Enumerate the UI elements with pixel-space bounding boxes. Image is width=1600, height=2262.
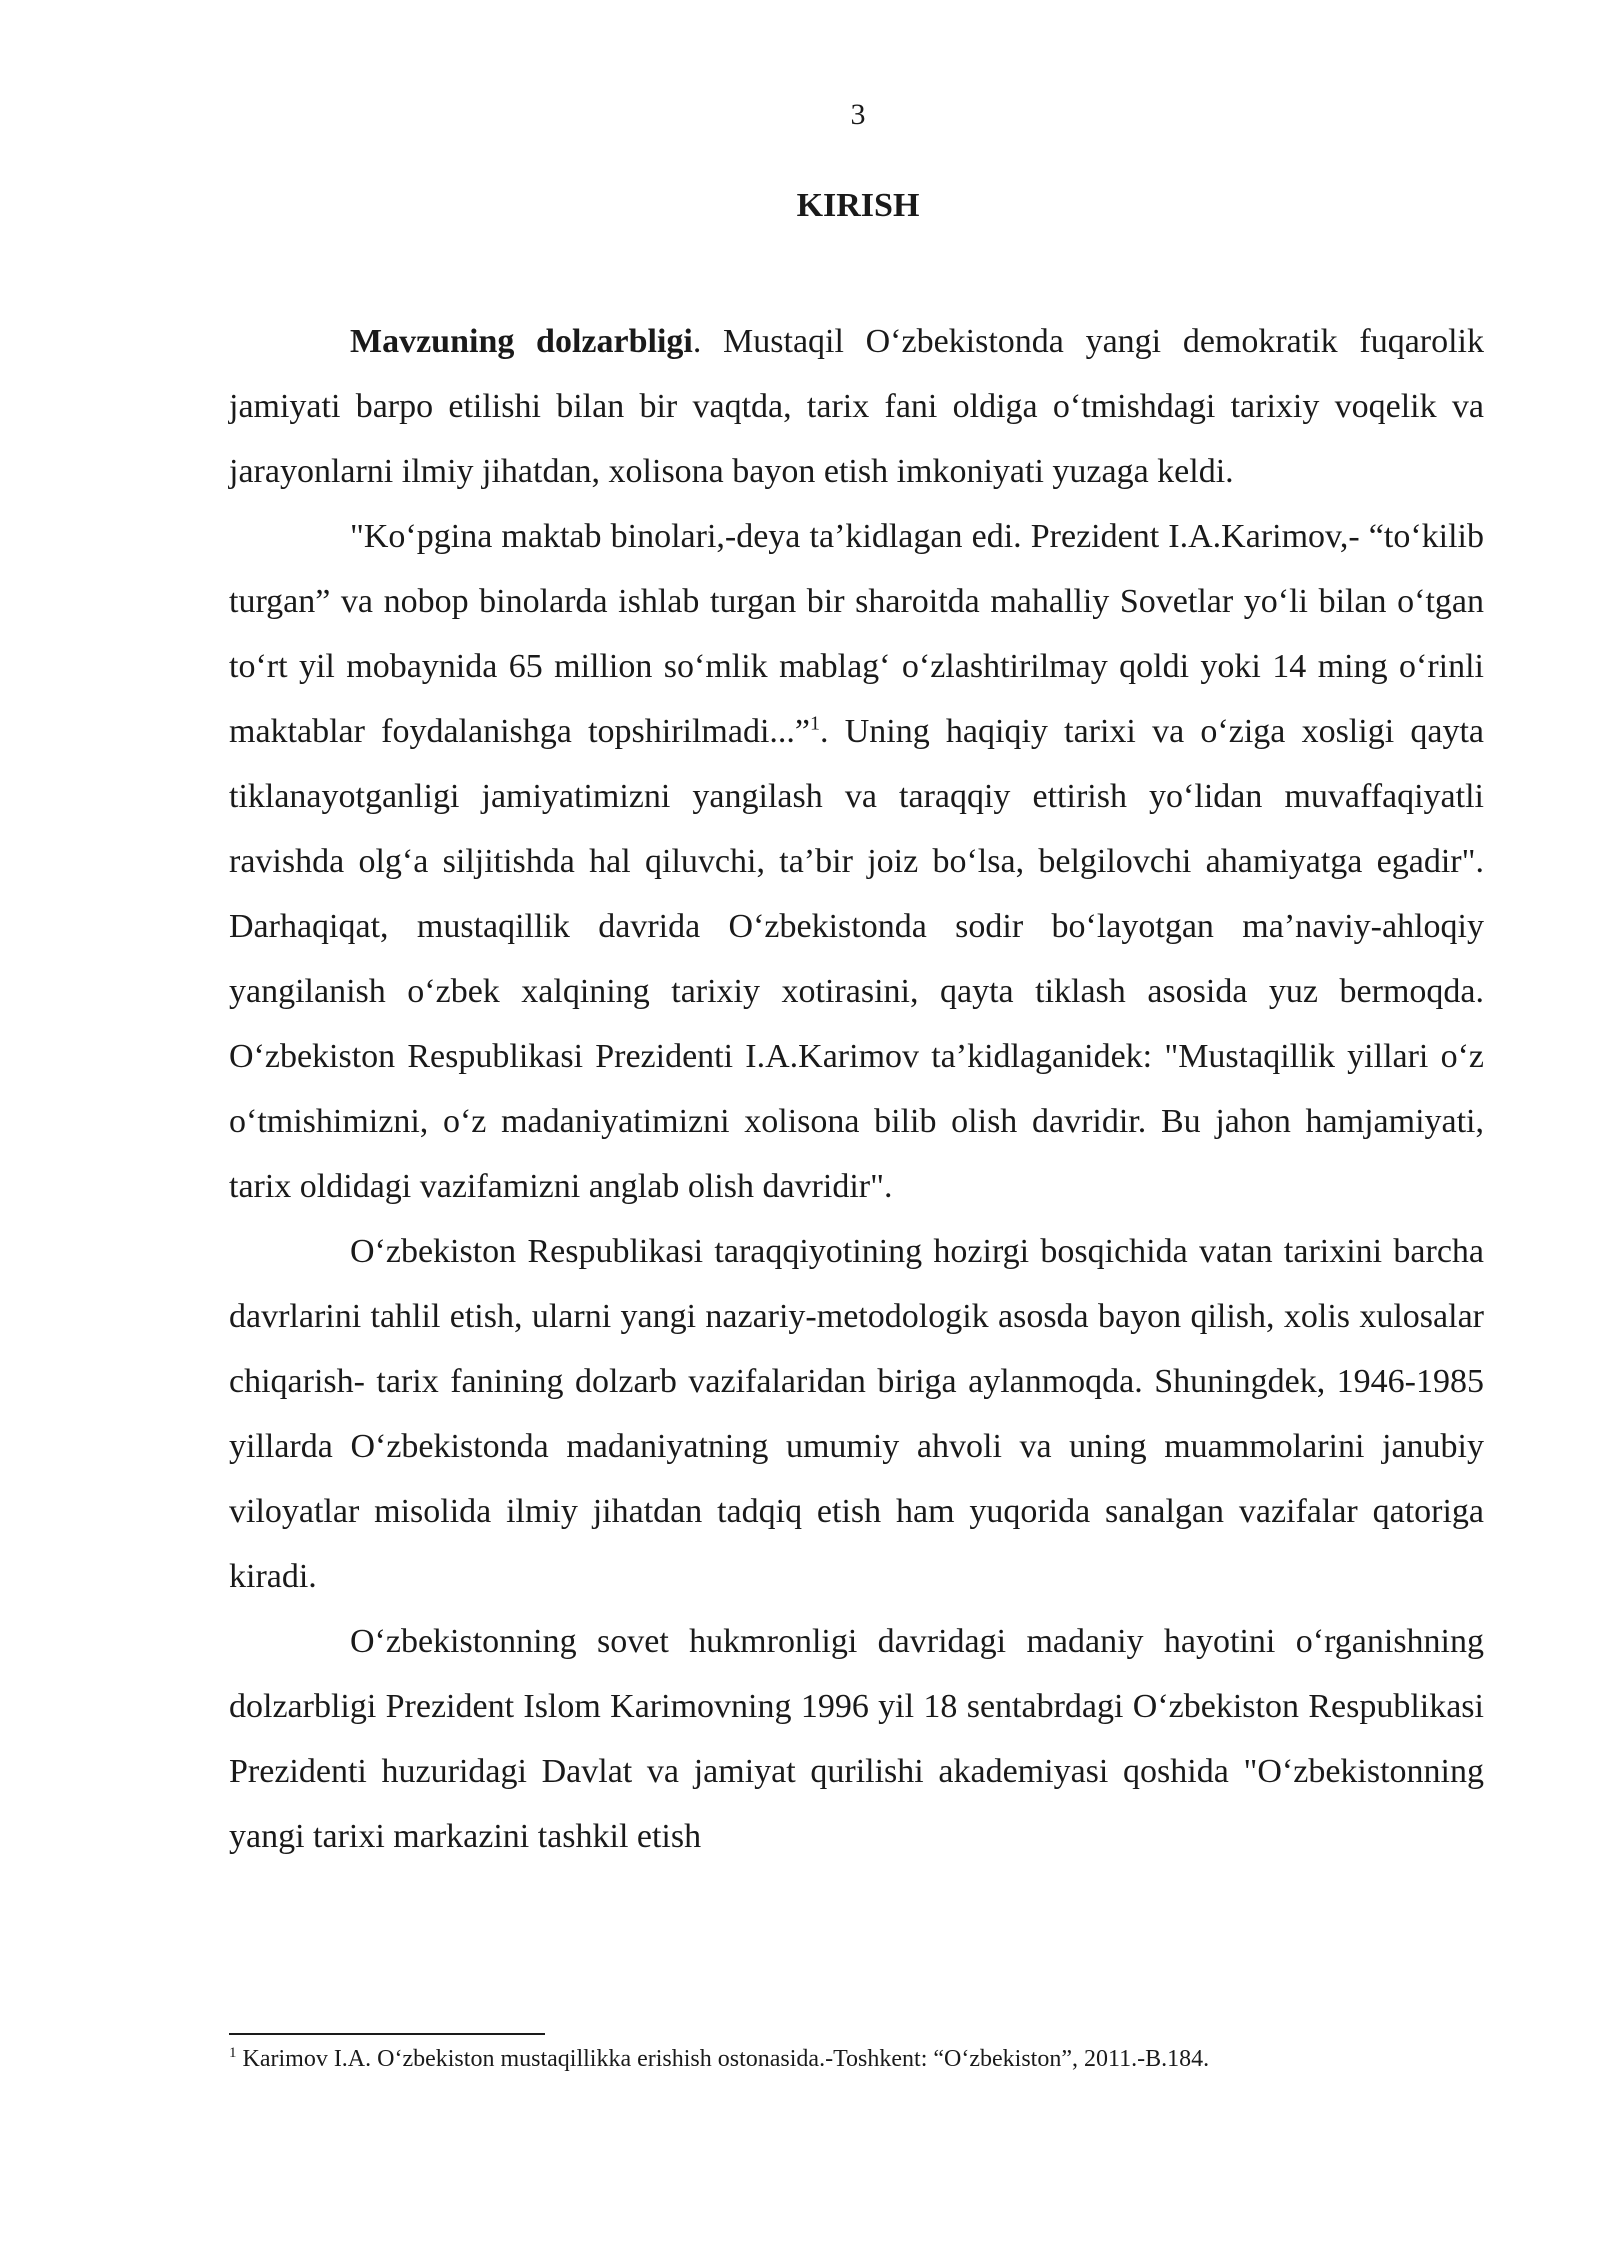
paragraph-lead-bold: Mavzuning dolzarbligi: [350, 323, 693, 360]
paragraph-2-text-after-ref: . Uning haqiqiy tarixi va o‘ziga xosligi qayta tiklanayotganligi jamiyatimizni yangilash va taraqqiy ettirish yo‘lidan muvaffaqiyatli ravishda olg‘a siljitishda hal qiluvchi, ta’bir joiz bo‘lsa, belgilovchi ahamiyatga egadir". Darhaqiqat, mustaqillik davrida O‘zbekistonda sodir bo‘layotgan ma’naviy-ahloqiy yangilanish o‘zbek xalqining tarixiy xotirasini, qayta tiklash asosida yuz bermoqda. O‘zbekiston Respublikasi Prezidenti I.A.Karimov ta’kidlaganidek: "Mustaqillik yillari o‘z o‘tmishimizni, o‘z madaniyatimizni xolisona bilib olish davridir. Bu jahon hamjamiyati, tarix oldidagi vazifamizni anglab olish davridir".: [229, 713, 1484, 1205]
body-text: [229, 309, 1484, 1869]
footnote-reference: 1: [810, 712, 820, 735]
footnote-text: Karimov I.A. O‘zbekiston mustaqillikka erishish ostonasida.-Toshkent: “O‘zbekiston”, 2011.-B.184.: [242, 2046, 1210, 2072]
paragraph-2: [229, 504, 1484, 1219]
paragraph-1: [229, 309, 1484, 504]
paragraph-2-text-before-ref: "Ko‘pgina maktab binolari,-deya ta’kidlagan edi. Prezident I.A.Karimov,- “to‘kilib turgan” va nobop binolarda ishlab turgan bir sharoitda mahalliy Sovetlar yo‘li bilan o‘tgan to‘rt yil mobaynida 65 million so‘mlik mablag‘ o‘zlashtirilmay qoldi yoki 14 ming o‘rinli maktablar foydalanishga topshirilmadi...”: [229, 518, 1484, 750]
footnote-separator: [229, 2033, 545, 2035]
paragraph-4: O‘zbekistonning sovet hukmronligi davridagi madaniy hayotini o‘rganishning dolzarbligi Prezident Islom Karimovning 1996 yil 18 sentabrdagi O‘zbekiston Respublikasi Prezidenti huzuridagi Davlat va jamiyat qurilishi akademiyasi qoshida "O‘zbekistonning yangi tarixi markazini tashkil etish: [229, 1623, 1484, 1855]
paragraph-1-text: . Mustaqil O‘zbekistonda yangi demokratik fuqarolik jamiyati barpo etilishi bilan bir vaqtda, tarix fani oldiga o‘tmishdagi tarixiy voqelik va jarayonlarni ilmiy jihatdan, xolisona bayon etish imkoniyati yuzaga keldi.: [229, 323, 1484, 490]
paragraph-3: O‘zbekiston Respublikasi taraqqiyotining hozirgi bosqichida vatan tarixini barcha davrlarini tahlil etish, ularni yangi nazariy-metodologik asosda bayon qilish, xolis xulosalar chiqarish- tarix fanining dolzarb vazifalaridan biriga aylanmoqda. Shuningdek, 1946-1985 yillarda O‘zbekistonda madaniyatning umumiy ahvoli va uning muammolarini janubiy viloyatlar misolida ilmiy jihatdan tadqiq etish ham yuqorida sanalgan vazifalar qatoriga kiradi.: [229, 1233, 1484, 1595]
page-number: 3: [850, 98, 866, 131]
section-heading: KIRISH: [796, 187, 920, 224]
footnote: [229, 2042, 1484, 2076]
footnote-marker: 1: [229, 2045, 237, 2061]
